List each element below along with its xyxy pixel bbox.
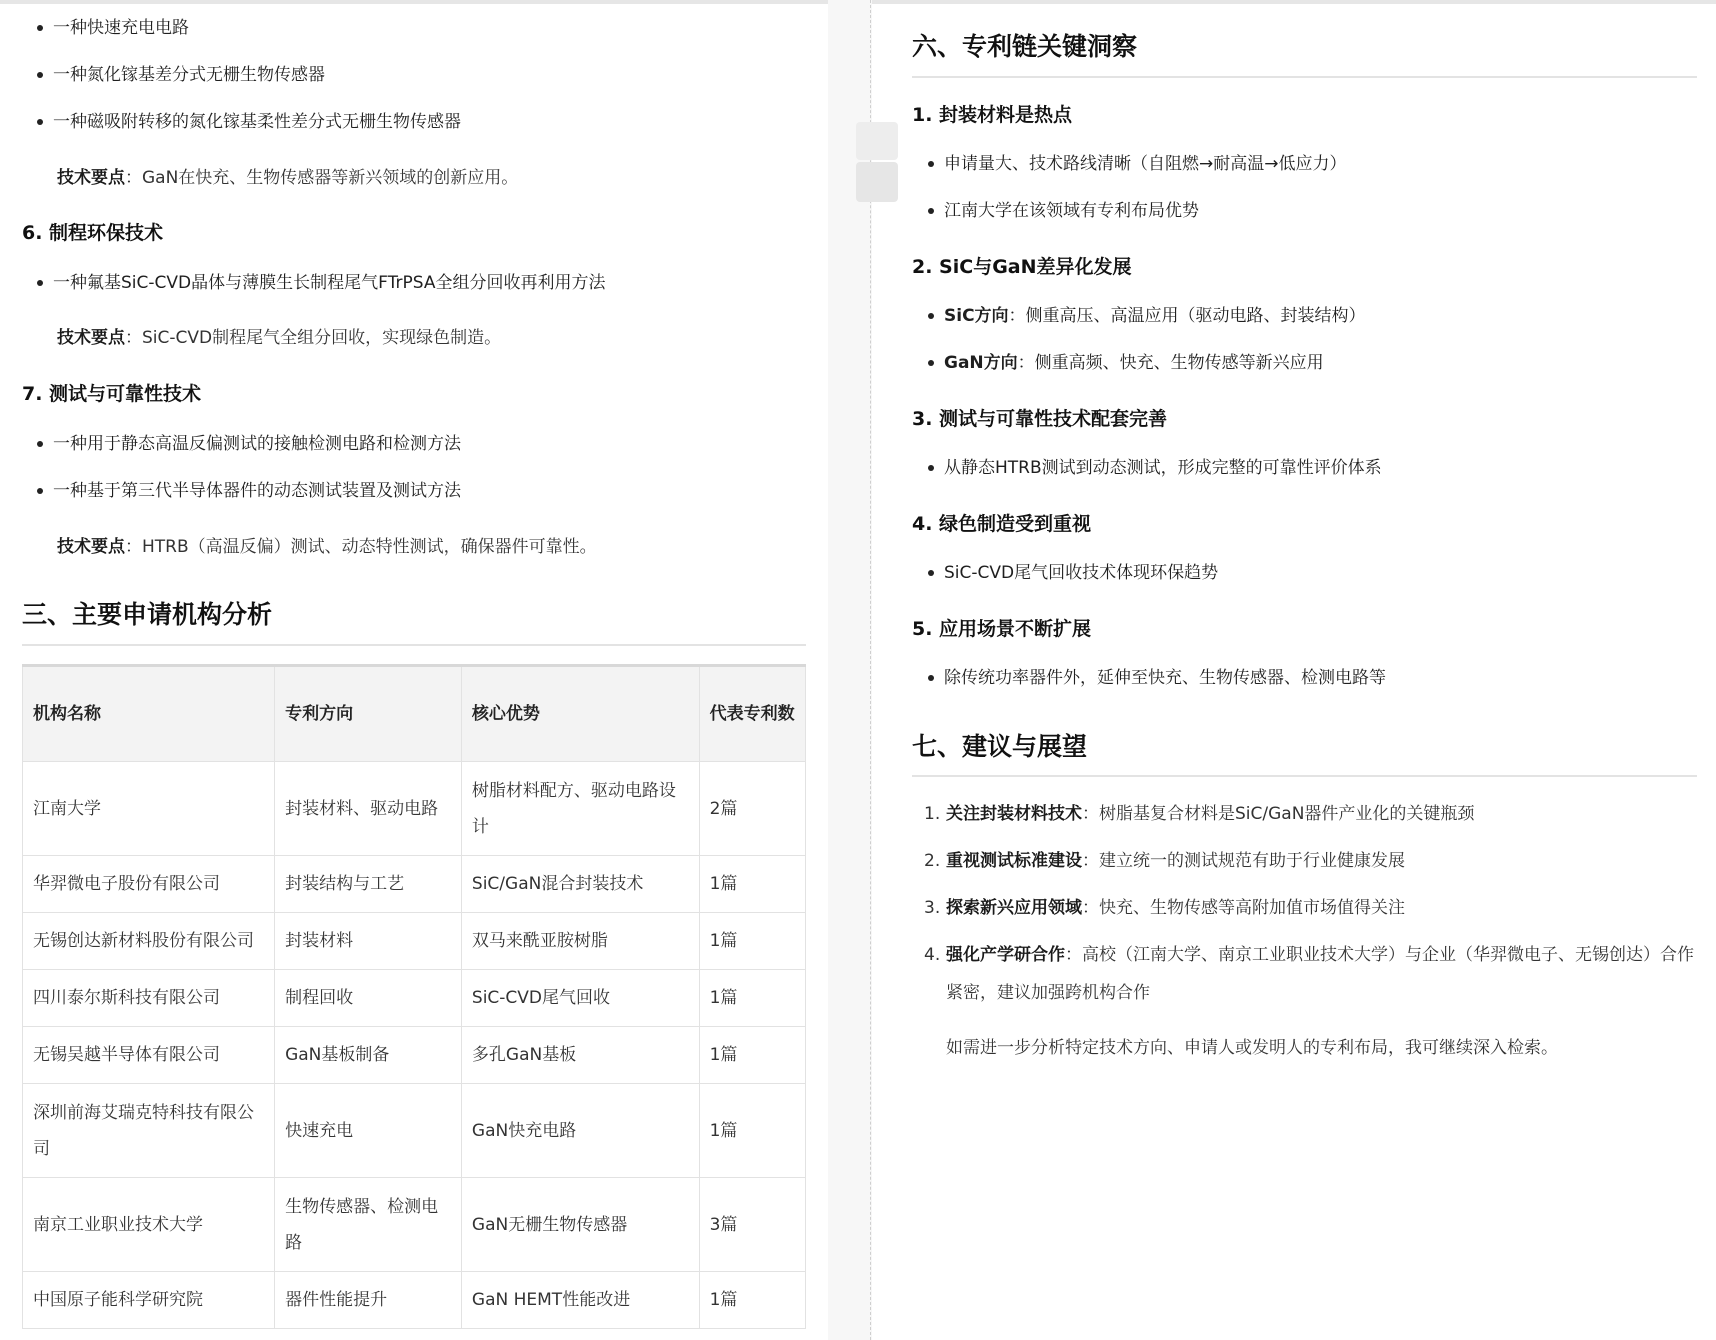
column-header: 专利方向 [275, 666, 462, 762]
section-title: 6. 制程环保技术 [22, 222, 164, 244]
table-row [23, 1272, 806, 1329]
list-item-text: ：侧重高压、高温应用（驱动电路、封装结构） [1008, 306, 1366, 326]
insight-title: 3. 测试与可靠性技术配套完善 [912, 408, 1168, 430]
list-item [944, 561, 1218, 585]
table-row [23, 970, 806, 1027]
table-cell: 3篇 [699, 1178, 805, 1272]
table-cell: 1篇 [699, 913, 805, 970]
heading-rule [912, 775, 1697, 777]
suggestion-item [926, 889, 1696, 927]
tech-note-label: 技术要点 [57, 168, 125, 188]
insight-title: 2. SiC与GaN差异化发展 [912, 256, 1132, 278]
table-cell: GaN基板制备 [275, 1027, 462, 1084]
heading-rule [912, 76, 1697, 78]
suggestion-label: 强化产学研合作 [946, 945, 1065, 965]
list-item-label: GaN方向 [944, 353, 1018, 373]
list-item [944, 456, 1382, 480]
table-cell: SiC-CVD尾气回收 [461, 970, 699, 1027]
list-item-text: 从静态HTRB测试到动态测试，形成完整的可靠性评价体系 [944, 458, 1382, 478]
list-item [944, 351, 1324, 375]
heading-rule [22, 644, 806, 646]
table-cell: 1篇 [699, 856, 805, 913]
table-cell: 无锡创达新材料股份有限公司 [23, 913, 275, 970]
suggestion-item [926, 795, 1696, 833]
table-row [23, 1027, 806, 1084]
table-cell: 树脂材料配方、驱动电路设计 [461, 762, 699, 856]
list-item-text: ：侧重高频、快充、生物传感等新兴应用 [1017, 353, 1324, 373]
suggestion-text: ：树脂基复合材料是SiC/GaN器件产业化的关键瓶颈 [1082, 804, 1475, 824]
table-row [23, 1084, 806, 1178]
tech-note-text: ：GaN在快充、生物传感器等新兴领域的创新应用。 [125, 168, 519, 188]
list-item [944, 199, 1199, 223]
list-item [944, 152, 1347, 176]
table-row [23, 856, 806, 913]
table-cell: GaN HEMT性能改进 [461, 1272, 699, 1329]
list-item-text: 除传统功率器件外，延伸至快充、生物传感器、检测电路等 [944, 668, 1386, 688]
table-cell: 无锡吴越半导体有限公司 [23, 1027, 275, 1084]
table-cell: 中国原子能科学研究院 [23, 1272, 275, 1329]
list-item-text: 申请量大、技术路线清晰（自阻燃→耐高温→低应力） [944, 154, 1347, 174]
table-cell: 封装结构与工艺 [275, 856, 462, 913]
table-cell: 多孔GaN基板 [461, 1027, 699, 1084]
table-row [23, 913, 806, 970]
table-header-row [23, 666, 806, 762]
table-cell: SiC/GaN混合封装技术 [461, 856, 699, 913]
table-cell: 双马来酰亚胺树脂 [461, 913, 699, 970]
suggestion-number: 2. [924, 851, 941, 871]
list-item-text: 江南大学在该领域有专利布局优势 [944, 201, 1199, 221]
list-item: 一种氮化镓基差分式无栅生物传感器 [53, 65, 325, 85]
suggestion-label: 重视测试标准建设 [946, 851, 1082, 871]
table-row [23, 762, 806, 856]
suggestion-label: 关注封装材料技术 [946, 804, 1082, 824]
blurred-thumbnail [856, 162, 898, 202]
table-cell: 四川泰尔斯科技有限公司 [23, 970, 275, 1027]
table-cell: 制程回收 [275, 970, 462, 1027]
left-column [0, 0, 828, 1340]
tech-note [57, 166, 518, 190]
list-item-text: SiC-CVD尾气回收技术体现环保趋势 [944, 563, 1219, 583]
suggestion-text: ：高校（江南大学、南京工业职业技术大学）与企业（华羿微电子、无锡创达）合作紧密，建议加强跨机构合作 [946, 945, 1694, 1003]
column-header: 核心优势 [461, 666, 699, 762]
list-item: 一种磁吸附转移的氮化镓基柔性差分式无栅生物传感器 [53, 112, 461, 132]
suggestion-number: 1. [924, 804, 941, 824]
table-cell: 2篇 [699, 762, 805, 856]
suggestion-text: ：快充、生物传感等高附加值市场值得关注 [1082, 898, 1405, 918]
insight-title: 4. 绿色制造受到重视 [912, 513, 1092, 535]
section-heading: 六、专利链关键洞察 [912, 32, 1138, 61]
institution-table [22, 664, 806, 1329]
table-cell: GaN无栅生物传感器 [461, 1178, 699, 1272]
suggestion-label: 探索新兴应用领域 [946, 898, 1082, 918]
list-item: 一种用于静态高温反偏测试的接触检测电路和检测方法 [53, 434, 461, 454]
closing-note: 如需进一步分析特定技术方向、申请人或发明人的专利布局，我可继续深入检索。 [946, 1038, 1558, 1058]
table-cell: 器件性能提升 [275, 1272, 462, 1329]
table-cell: 封装材料 [275, 913, 462, 970]
table-cell: 1篇 [699, 1084, 805, 1178]
suggestion-item [926, 936, 1696, 1012]
column-header: 机构名称 [23, 666, 275, 762]
table-cell: 南京工业职业技术大学 [23, 1178, 275, 1272]
tech-note-label: 技术要点 [57, 328, 125, 348]
table-cell: 深圳前海艾瑞克特科技有限公司 [23, 1084, 275, 1178]
list-item [944, 304, 1366, 328]
table-cell: 1篇 [699, 970, 805, 1027]
table-cell: 生物传感器、检测电路 [275, 1178, 462, 1272]
blurred-thumbnail [856, 122, 898, 160]
insight-title: 1. 封装材料是热点 [912, 104, 1073, 126]
table-cell: GaN快充电路 [461, 1084, 699, 1178]
tech-note-label: 技术要点 [57, 537, 125, 557]
table-cell: 1篇 [699, 1027, 805, 1084]
table-row [23, 1178, 806, 1272]
section-heading: 七、建议与展望 [912, 732, 1088, 761]
table-cell: 封装材料、驱动电路 [275, 762, 462, 856]
suggestion-number: 4. [924, 945, 941, 965]
section-title: 7. 测试与可靠性技术 [22, 383, 202, 405]
suggestion-number: 3. [924, 898, 941, 918]
list-item-label: SiC方向 [944, 306, 1009, 326]
suggestion-item [926, 842, 1696, 880]
tech-note-text: ：HTRB（高温反偏）测试、动态特性测试，确保器件可靠性。 [125, 537, 597, 557]
tech-note [57, 326, 501, 350]
table-cell: 江南大学 [23, 762, 275, 856]
section-heading: 三、主要申请机构分析 [22, 600, 273, 629]
list-item: 一种快速充电电路 [53, 18, 189, 38]
list-item [944, 666, 1386, 690]
tech-note-text: ：SiC-CVD制程尾气全组分回收，实现绿色制造。 [125, 328, 502, 348]
column-header: 代表专利数 [699, 666, 805, 762]
list-item: 一种基于第三代半导体器件的动态测试装置及测试方法 [53, 481, 461, 501]
table-cell: 1篇 [699, 1272, 805, 1329]
table-cell: 华羿微电子股份有限公司 [23, 856, 275, 913]
list-item: 一种氟基SiC-CVD晶体与薄膜生长制程尾气FTrPSA全组分回收再利用方法 [53, 273, 606, 293]
table-cell: 快速充电 [275, 1084, 462, 1178]
insight-title: 5. 应用场景不断扩展 [912, 618, 1092, 640]
suggestion-text: ：建立统一的测试规范有助于行业健康发展 [1082, 851, 1405, 871]
tech-note [57, 535, 597, 559]
